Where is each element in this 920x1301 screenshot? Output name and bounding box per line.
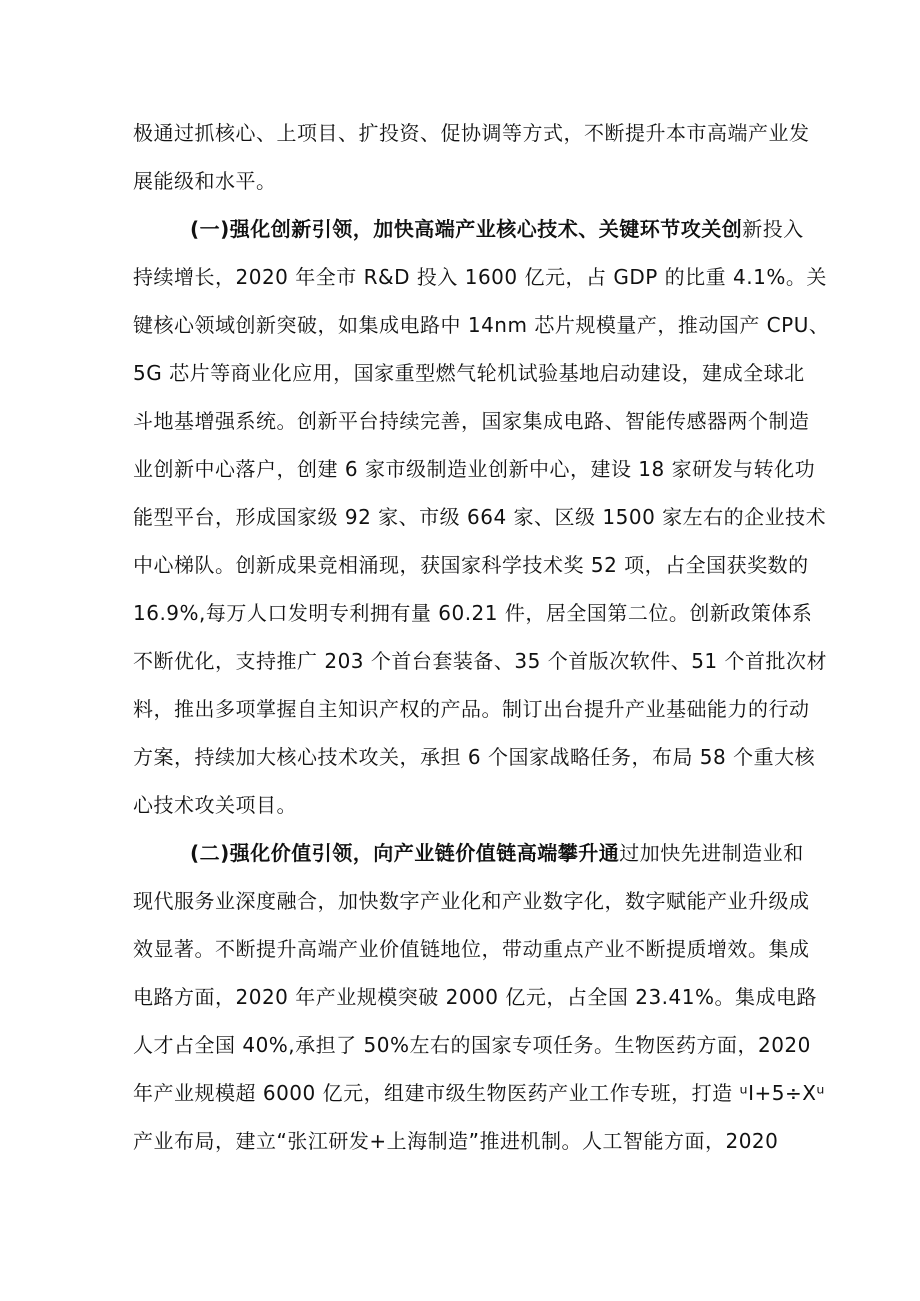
section1-line: 16.9%,每万人口发明专利拥有量 60.21 件，居全国第二位。创新政策体系 (133, 601, 813, 625)
section1-line: 方案，持续加大核心技术攻关，承担 6 个国家战略任务，布局 58 个重大核 (133, 745, 816, 769)
section1-line: 不断优化，支持推广 203 个首台套装备、35 个首版次软件、51 个首批次材 (133, 649, 828, 673)
section2-line: 产业布局，建立“张江研发+上海制造”推进机制。人工智能方面，2020 (133, 1129, 779, 1153)
section1-line: 料，推出多项掌握自主知识产权的产品。制订出台提升产业基础能力的行动 (133, 697, 810, 721)
section1-line: 斗地基增强系统。创新平台持续完善，国家集成电路、智能传感器两个制造 (133, 409, 810, 433)
section1-line: 能型平台，形成国家级 92 家、市级 664 家、区级 1500 家左右的企业技术 (133, 505, 827, 529)
section1-first-line (190, 209, 804, 249)
section1-line: 5G 芯片等商业化应用，国家重型燃气轮机试验基地启动建设，建成全球北 (133, 361, 805, 385)
section2-line: 年产业规模超 6000 亿元，组建市级生物医药产业工作专班，打造 ᵘI+5÷Xᵘ (133, 1081, 826, 1105)
section2-line: 效显著。不断提升高端产业价值链地位，带动重点产业不断提质增效。集成 (133, 937, 810, 961)
intro-line-2: 展能级和水平。 (133, 169, 277, 193)
section1-line: 业创新中心落户，创建 6 家市级制造业创新中心，建设 18 家研发与转化功 (133, 457, 816, 481)
section2-line: 电路方面，2020 年产业规模突破 2000 亿元，占全国 23.41%。集成电路 (133, 985, 817, 1009)
section1-line: 中心梯队。创新成果竞相涌现，获国家科学技术奖 52 项，占全国获奖数的 (133, 553, 809, 577)
section2-line: 现代服务业深度融合，加快数字产业化和产业数字化，数字赋能产业升级成 (133, 889, 810, 913)
section2-heading: (二)强化价值引领，向产业链价值链高端攀升通 (190, 841, 620, 865)
section2-first-line-rest: 过加快先进制造业和 (619, 841, 804, 865)
section1-heading: (一)强化创新引领，加快高端产业核心技术、关键环节攻关创 (190, 217, 743, 241)
section2-line: 人才占全国 40%,承担了 50%左右的国家专项任务。生物医药方面，2020 (133, 1033, 811, 1057)
intro-line-1: 极通过抓核心、上项目、扩投资、促协调等方式，不断提升本市高端产业发 (133, 121, 810, 145)
section1-first-line-rest: 新投入 (742, 217, 804, 241)
section1-line: 心技术攻关项目。 (133, 793, 297, 817)
section1-line: 键核心领域创新突破，如集成电路中 14nm 芯片规模量产，推动国产 CPU、 (133, 313, 830, 337)
section2-first-line (190, 833, 804, 873)
section1-line: 持续增长，2020 年全市 R&D 投入 1600 亿元，占 GDP 的比重 4.1%。关 (133, 265, 827, 289)
